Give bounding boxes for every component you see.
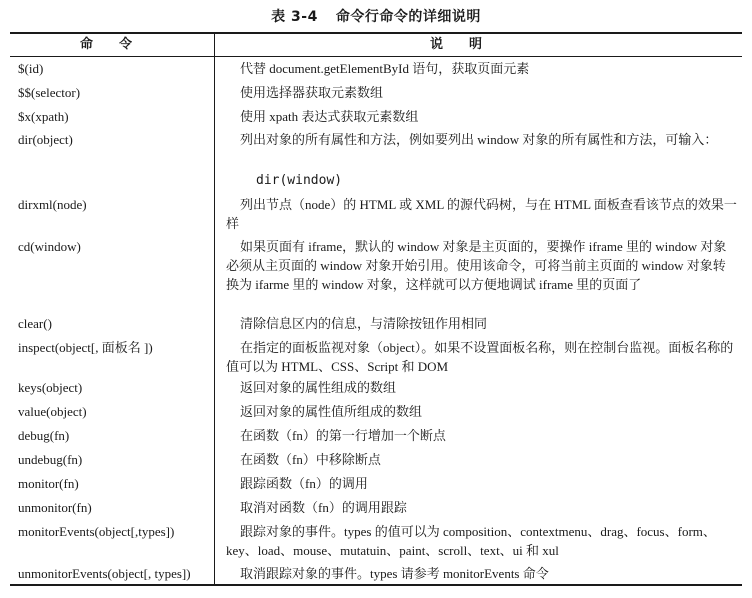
- table-title: 命令行命令的详细说明: [335, 9, 481, 25]
- description-cell: 使用 xpath 表达式获取元素数组: [240, 109, 419, 124]
- command-cell: dirxml(node): [18, 197, 87, 212]
- command-cell: value(object): [18, 404, 87, 419]
- description-cell: 在指定的面板监视对象（object）。如果不设置面板名称，则在控制台监视。面板名称的值可以为 HTML、CSS、Script 和 DOM: [226, 340, 734, 374]
- description-cell: 使用选择器获取元素数组: [240, 85, 384, 100]
- description-cell: 返回对象的属性组成的数组: [240, 380, 397, 395]
- description-cell: 跟踪对象的事件。types 的值可以为 composition、contextmenu、drag、focus、form、key、load、mouse、mutatuin、paint、scroll、text、ui 和 xul: [226, 524, 716, 558]
- description-cell: 在函数（fn）中移除断点: [240, 452, 381, 467]
- table-number: 表 3-4: [271, 9, 318, 25]
- table-top-rule: [10, 32, 742, 34]
- command-cell: unmonitor(fn): [18, 500, 92, 515]
- command-cell: undebug(fn): [18, 452, 83, 467]
- command-cell: keys(object): [18, 380, 83, 395]
- command-cell: $$(selector): [18, 85, 81, 100]
- command-cell: monitorEvents(object[,types]): [18, 524, 175, 539]
- description-cell: 取消跟踪对象的事件。types 请参考 monitorEvents 命令: [240, 566, 549, 581]
- command-cell: cd(window): [18, 239, 81, 254]
- command-cell: inspect(object[, 面板名 ]): [18, 340, 153, 355]
- code-example: dir(window): [256, 173, 343, 188]
- description-cell: 列出节点（node）的 HTML 或 XML 的源代码树，与在 HTML 面板查看该节点的效果一样: [226, 197, 737, 231]
- description-cell: 清除信息区内的信息，与清除按钮作用相同: [240, 316, 488, 331]
- description-cell: 如果页面有 iframe，默认的 window 对象是主页面的，要操作 iframe 里的 window 对象必须从主页面的 window 对象开始引用。使用该命令，可将当前主页面的 window 对象转换为 ifarme 里的 window 对象，这样就可以方便地调试 iframe 里的页面了: [226, 239, 727, 292]
- table-bottom-rule: [10, 584, 742, 586]
- command-cell: debug(fn): [18, 428, 70, 443]
- command-cell: unmonitorEvents(object[, types]): [18, 566, 191, 581]
- description-cell: 列出对象的所有属性和方法，例如要列出 window 对象的所有属性和方法，可输入：: [240, 132, 718, 147]
- command-cell: $x(xpath): [18, 109, 69, 124]
- header-description: 说明: [430, 37, 509, 52]
- description-cell: 返回对象的属性值所组成的数组: [240, 404, 423, 419]
- command-cell: dir(object): [18, 132, 73, 147]
- command-cell: monitor(fn): [18, 476, 79, 491]
- description-cell: 取消对函数（fn）的调用跟踪: [240, 500, 407, 515]
- description-cell: 在函数（fn）的第一行增加一个断点: [240, 428, 446, 443]
- table-header-rule: [10, 56, 742, 57]
- table-caption: [0, 6, 752, 26]
- description-cell: 代替 document.getElementById 语句，获取页面元素: [240, 61, 530, 76]
- command-cell: $(id): [18, 61, 44, 76]
- description-cell: 跟踪函数（fn）的调用: [240, 476, 368, 491]
- column-divider: [214, 34, 215, 584]
- header-command: 命令: [80, 37, 159, 52]
- command-cell: clear(): [18, 316, 52, 331]
